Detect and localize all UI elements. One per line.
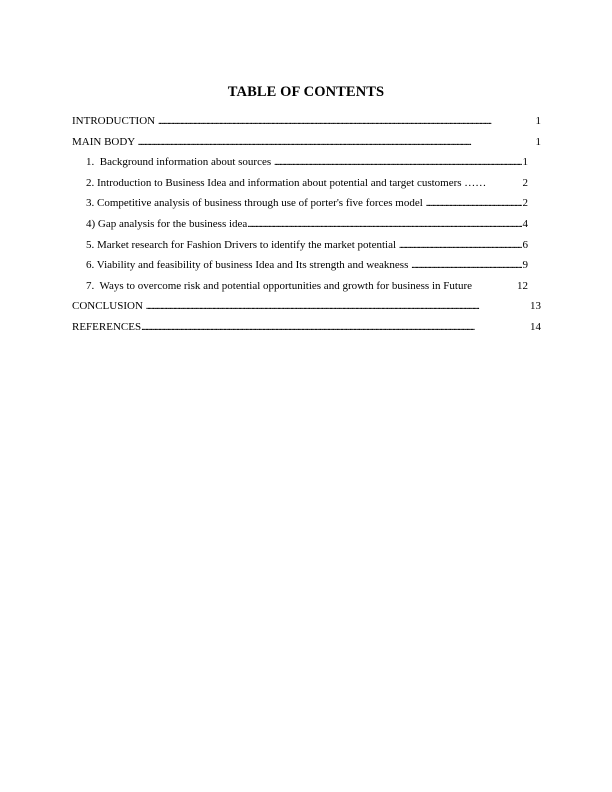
toc-entry-competitive-analysis[interactable] xyxy=(72,197,528,218)
toc-title: TABLE OF CONTENTS xyxy=(227,84,385,100)
toc-page-number: 1 xyxy=(535,135,541,148)
toc-entry-text: 1. Background information about sources xyxy=(86,156,274,169)
toc-entry-viability-feasibility[interactable] xyxy=(72,259,528,280)
toc-leader xyxy=(411,259,521,271)
toc-page-number: 6 xyxy=(522,238,528,251)
toc-entry-text: 3. Competitive analysis of business through use of porter's five forces model xyxy=(86,197,426,210)
toc-leader xyxy=(141,321,529,333)
toc-leader xyxy=(426,197,522,209)
toc-list xyxy=(72,115,541,342)
toc-entry-main-body[interactable] xyxy=(72,136,541,157)
toc-entry-gap-analysis[interactable] xyxy=(72,218,528,239)
toc-entry-text: 7. Ways to overcome risk and potential opportunities and growth for business in Future xyxy=(86,279,478,292)
toc-page-number: 1 xyxy=(535,115,541,127)
toc-leader xyxy=(138,136,535,148)
toc-entry-background-information[interactable] xyxy=(72,156,528,177)
toc-entry-text: CONCLUSION xyxy=(72,300,146,313)
toc-entry-text: MAIN BODY xyxy=(72,135,138,148)
toc-page-number: 2 xyxy=(522,176,528,189)
toc-page-number: 13 xyxy=(530,300,541,313)
toc-leader xyxy=(146,300,529,312)
toc-entry-introduction[interactable] xyxy=(72,115,541,136)
toc-page-number: 12 xyxy=(517,279,528,292)
toc-page-number: 2 xyxy=(522,197,528,210)
toc-entry-conclusion[interactable] xyxy=(72,300,541,321)
toc-entry-references[interactable] xyxy=(72,321,541,342)
toc-entry-text: 6. Viability and feasibility of business Idea and Its strength and weakness xyxy=(86,259,412,272)
toc-page-number: 4 xyxy=(522,217,528,230)
toc-entry-market-research[interactable] xyxy=(72,239,528,260)
toc-entry-business-idea[interactable] xyxy=(72,177,528,198)
toc-leader xyxy=(158,115,535,127)
toc-entry-overcome-risk[interactable] xyxy=(72,280,528,301)
toc-leader xyxy=(274,156,522,168)
toc-entry-text: 2. Introduction to Business Idea and information about potential and target customers …… xyxy=(86,176,487,189)
toc-leader xyxy=(399,239,522,251)
toc-leader xyxy=(247,218,521,230)
toc-page-number: 14 xyxy=(530,320,541,333)
toc-page-number: 9 xyxy=(522,259,528,272)
toc-page-number: 1 xyxy=(522,156,528,169)
toc-entry-text: INTRODUCTION xyxy=(72,115,158,127)
toc-entry-text: 5. Market research for Fashion Drivers to identify the market potential xyxy=(86,238,399,251)
toc-entry-text: 4) Gap analysis for the business idea xyxy=(86,217,248,230)
toc-entry-text: REFERENCES xyxy=(72,320,142,333)
